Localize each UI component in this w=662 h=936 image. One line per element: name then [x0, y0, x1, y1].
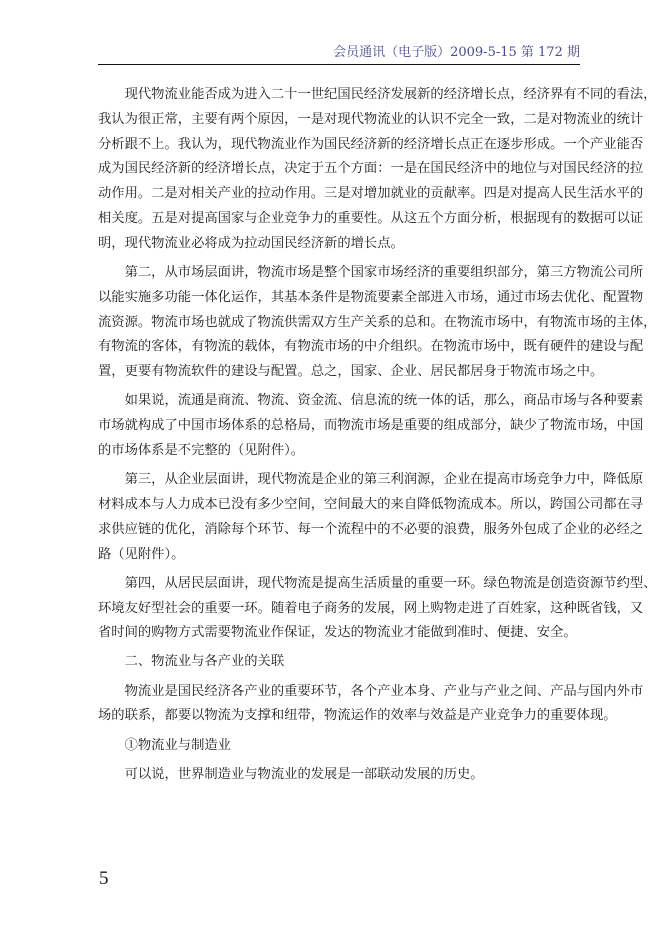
paragraph-line: 置，更要有物流软件的建设与配置。总之，国家、企业、居民都居身于物流市场之中。: [98, 364, 604, 380]
paragraph-line: 现代物流业能否成为进入二十一世纪国民经济发展新的经济增长点，经济界有不同的看法，: [124, 87, 657, 102]
document-body: [98, 83, 657, 792]
paragraph-line: 二、物流业与各产业的关联: [124, 654, 285, 670]
paragraph-line: 材料成本与人力成本已没有多少空间，空间最大的来自降低物流成本。所以，跨国公司都在寻: [98, 496, 644, 512]
page-number: 5: [99, 868, 109, 889]
header-divider: [98, 64, 580, 65]
paragraph: [98, 734, 580, 759]
paragraph-line: 分析跟不上。我认为，现代物流业作为国民经济新的经济增长点正在逐步形成。一个产业能否: [98, 136, 644, 152]
paragraph: [98, 680, 644, 730]
newsletter-header: 会员通讯（电子版）2009-5-15 第 172 期: [333, 45, 580, 60]
paragraph-line: 成为国民经济新的经济增长点，决定于五个方面：一是在国民经济中的地位与对国民经济的拉: [98, 161, 644, 177]
paragraph-line: 以能实施多功能一体化运作，其基本条件是物流要素全部进入市场，通过市场去优化、配置物: [98, 289, 644, 305]
paragraph-line: 我认为很正常，主要有两个原因，一是对现代物流业的认识不完全一致，二是对物流业的统计: [98, 111, 644, 127]
paragraph: [98, 763, 580, 788]
paragraph-line: 路（见附件）。: [98, 546, 185, 562]
paragraph-line: 明，现代物流业必将成为拉动国民经济新的增长点。: [98, 235, 404, 251]
paragraph-line: 可以说，世界制造业与物流业的发展是一部联动发展的历史。: [124, 766, 484, 782]
paragraph-line: 求供应链的优化，消除每个环节、每一个流程中的不必要的浪费，服务外包成了企业的必经之: [98, 521, 644, 537]
paragraph-line: 第三，从企业层面讲，现代物流是企业的第三利润源，企业在提高市场竞争力中，降低原: [124, 472, 644, 488]
paragraph-line: 省时间的购物方式需要物流业作保证，发达的物流业才能做到准时、便捷、安全。: [98, 625, 577, 641]
paragraph-line: 场的联系，都要以物流为支撑和纽带，物流运作的效率与效益是产业竞争力的重要体现。: [98, 708, 617, 724]
paragraph-line: 市场就构成了中国市场体系的总格局，而物流市场是重要的组成部分，缺少了物流市场，中国: [98, 418, 644, 434]
paragraph: [98, 261, 657, 385]
paragraph-line: 如果说，流通是商流、物流、资金流、信息流的统一体的话，那么，商品市场与各种要素: [124, 393, 644, 409]
paragraph-line: 物流业是国民经济各产业的重要环节，各个产业本身、产业与产业之间、产品与国内外市: [124, 683, 644, 699]
paragraph: [98, 468, 644, 567]
paragraph: [98, 83, 657, 257]
paragraph-line: 流资源。物流市场也就成了物流供需双方生产关系的总和。在物流市场中，有物流市场的主体，: [98, 314, 657, 330]
paragraph: [98, 572, 657, 646]
paragraph-line: 第二，从市场层面讲，物流市场是整个国家市场经济的重要组织部分，第三方物流公司所: [124, 264, 644, 280]
paragraph-line: 第四，从居民层面讲，现代物流是提高生活质量的重要一环。绿色物流是创造资源节约型、: [124, 575, 657, 591]
paragraph-line: 相关度。五是对提高国家与企业竞争力的重要性。从这五个方面分析，根据现有的数据可以证: [98, 210, 644, 226]
paragraph-line: 有物流的客体，有物流的载体，有物流市场的中介组织。在物流市场中，既有硬件的建设与配: [98, 339, 644, 355]
paragraph: [98, 650, 580, 675]
paragraph-line: ①物流业与制造业: [124, 737, 231, 753]
paragraph-line: 环境友好型社会的重要一环。随着电子商务的发展，网上购物走进了百姓家，这种既省钱，又: [98, 600, 644, 616]
paragraph-line: 动作用。二是对相关产业的拉动作用。三是对增加就业的贡献率。四是对提高人民生活水平的: [98, 186, 644, 202]
paragraph: [98, 389, 644, 463]
paragraph-line: 的市场体系是不完整的（见附件）。: [98, 442, 305, 458]
